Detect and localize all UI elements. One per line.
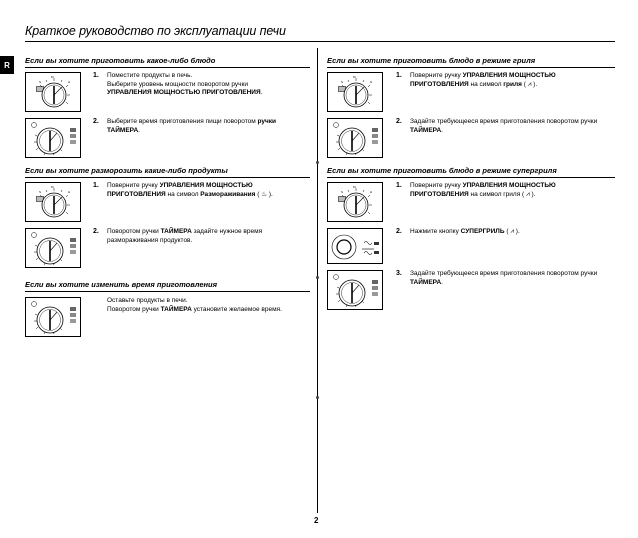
step-line: Поворотом ручки xyxy=(107,228,161,235)
punct: . xyxy=(138,126,140,134)
step-text xyxy=(107,72,317,98)
step-line: Поверните ручку xyxy=(410,182,463,189)
step-text xyxy=(107,228,287,245)
step-text xyxy=(107,182,297,199)
step-line: Задайте требующееся время приготовления поворотом ручки xyxy=(410,270,598,277)
timer-knob-illustration xyxy=(25,228,81,268)
step-line: на символ xyxy=(468,80,504,88)
step-text xyxy=(107,118,292,135)
step-line: задайте нужное время размораживания продуктов. xyxy=(107,228,263,244)
supergrill-icon: ⩘ xyxy=(510,228,514,235)
step-number: 1. xyxy=(396,72,402,79)
control-name: УПРАВЛЕНИЯ МОЩНОСТЬЮ ПРИГОТОВЛЕНИЯ xyxy=(107,182,253,198)
control-name: УПРАВЛЕНИЯ МОЩНОСТЬЮ ПРИГОТОВЛЕНИЯ xyxy=(410,72,556,88)
step-number: 3. xyxy=(396,270,402,277)
supergrill-button-illustration xyxy=(327,228,383,264)
punct: ). xyxy=(529,190,536,198)
step-line: Задайте требующееся время приготовления поворотом ручки xyxy=(410,118,598,125)
power-knob-illustration xyxy=(25,182,81,222)
step-line: Выберите уровень мощности поворотом ручки xyxy=(107,80,248,88)
divider-dot xyxy=(316,276,319,279)
punct: ( xyxy=(521,80,528,88)
control-name: СУПЕРГРИЛЬ xyxy=(460,228,505,235)
section-rule xyxy=(25,291,310,292)
control-name: ТАЙМЕРА xyxy=(410,278,442,286)
mode-name: гриля xyxy=(503,80,522,88)
section-heading: Если вы хотите изменить время приготовления xyxy=(25,280,218,289)
section-heading: Если вы хотите разморозить какие-либо продукты xyxy=(25,166,228,175)
page-number: 2 xyxy=(314,516,319,525)
step-text xyxy=(410,72,605,89)
step-line: установите желаемое время. xyxy=(191,305,282,313)
power-knob-illustration xyxy=(327,182,383,222)
step-text xyxy=(410,228,605,237)
language-tab: R xyxy=(0,56,14,74)
punct: . xyxy=(260,89,263,96)
timer-knob-illustration xyxy=(25,297,81,337)
control-name: ТАЙМЕРА xyxy=(410,126,442,134)
punct: ). xyxy=(267,190,273,198)
step-number: 1. xyxy=(93,72,99,79)
step-text xyxy=(410,270,615,287)
column-divider xyxy=(317,48,318,513)
step-text xyxy=(410,182,605,199)
control-name: УПРАВЛЕНИЯ МОЩНОСТЬЮ ПРИГОТОВЛЕНИЯ xyxy=(410,182,556,198)
mode-name: Размораживания xyxy=(200,190,256,198)
punct: ). xyxy=(531,80,538,88)
step-number: 1. xyxy=(93,182,99,189)
section-rule xyxy=(25,177,310,178)
step-line: на символ xyxy=(165,190,201,198)
section-rule xyxy=(327,67,615,68)
power-knob-illustration xyxy=(25,72,81,112)
title-divider xyxy=(25,41,615,42)
step-line: Поверните ручку xyxy=(410,72,463,79)
divider-dot xyxy=(316,161,319,164)
grill-icon: ⩘ xyxy=(527,80,532,88)
punct: . xyxy=(441,126,443,134)
section-heading: Если вы хотите приготовить какое-либо блюдо xyxy=(25,56,216,65)
timer-knob-illustration xyxy=(327,270,383,310)
step-line: Нажмите кнопку xyxy=(410,228,461,235)
step-number: 2. xyxy=(396,118,402,125)
power-knob-illustration xyxy=(327,72,383,112)
control-name: ТАЙМЕРА xyxy=(160,228,192,235)
section-heading: Если вы хотите приготовить блюдо в режиме гриля xyxy=(327,56,536,65)
section-rule xyxy=(327,177,615,178)
step-text xyxy=(107,297,312,314)
divider-dot xyxy=(316,396,319,399)
section-rule xyxy=(25,67,310,68)
section-heading: Если вы хотите приготовить блюдо в режиме супергриля xyxy=(327,166,557,175)
punct: ( xyxy=(504,228,511,235)
step-number: 2. xyxy=(93,118,99,125)
punct: ). xyxy=(514,228,520,235)
step-number: 1. xyxy=(396,182,402,189)
step-line: Поворотом ручки xyxy=(107,305,161,313)
control-name: ручки ТАЙМЕРА xyxy=(107,118,277,134)
punct: ( xyxy=(255,190,262,198)
step-text xyxy=(410,118,615,135)
page-title: Краткое руководство по эксплуатации печи xyxy=(25,24,286,38)
timer-knob-illustration xyxy=(25,118,81,158)
step-line: Оставьте продукты в печи. xyxy=(107,297,188,304)
step-number: 2. xyxy=(396,228,402,235)
step-line: на символ гриля ( xyxy=(468,190,526,198)
grill-icon: ⩘ xyxy=(526,190,530,198)
step-line: Поместите продукты в печь. xyxy=(107,72,193,79)
timer-knob-illustration xyxy=(327,118,383,158)
control-name: ТАЙМЕРА xyxy=(160,305,192,313)
control-name: УПРАВЛЕНИЯ МОЩНОСТЬЮ ПРИГОТОВЛЕНИЯ xyxy=(107,89,261,96)
step-number: 2. xyxy=(93,228,99,235)
defrost-icon: ♨ xyxy=(261,190,268,198)
step-line: Выберите время приготовления пищи поворотом xyxy=(107,118,258,125)
punct: . xyxy=(441,278,443,286)
step-line: Поверните ручку xyxy=(107,182,160,189)
